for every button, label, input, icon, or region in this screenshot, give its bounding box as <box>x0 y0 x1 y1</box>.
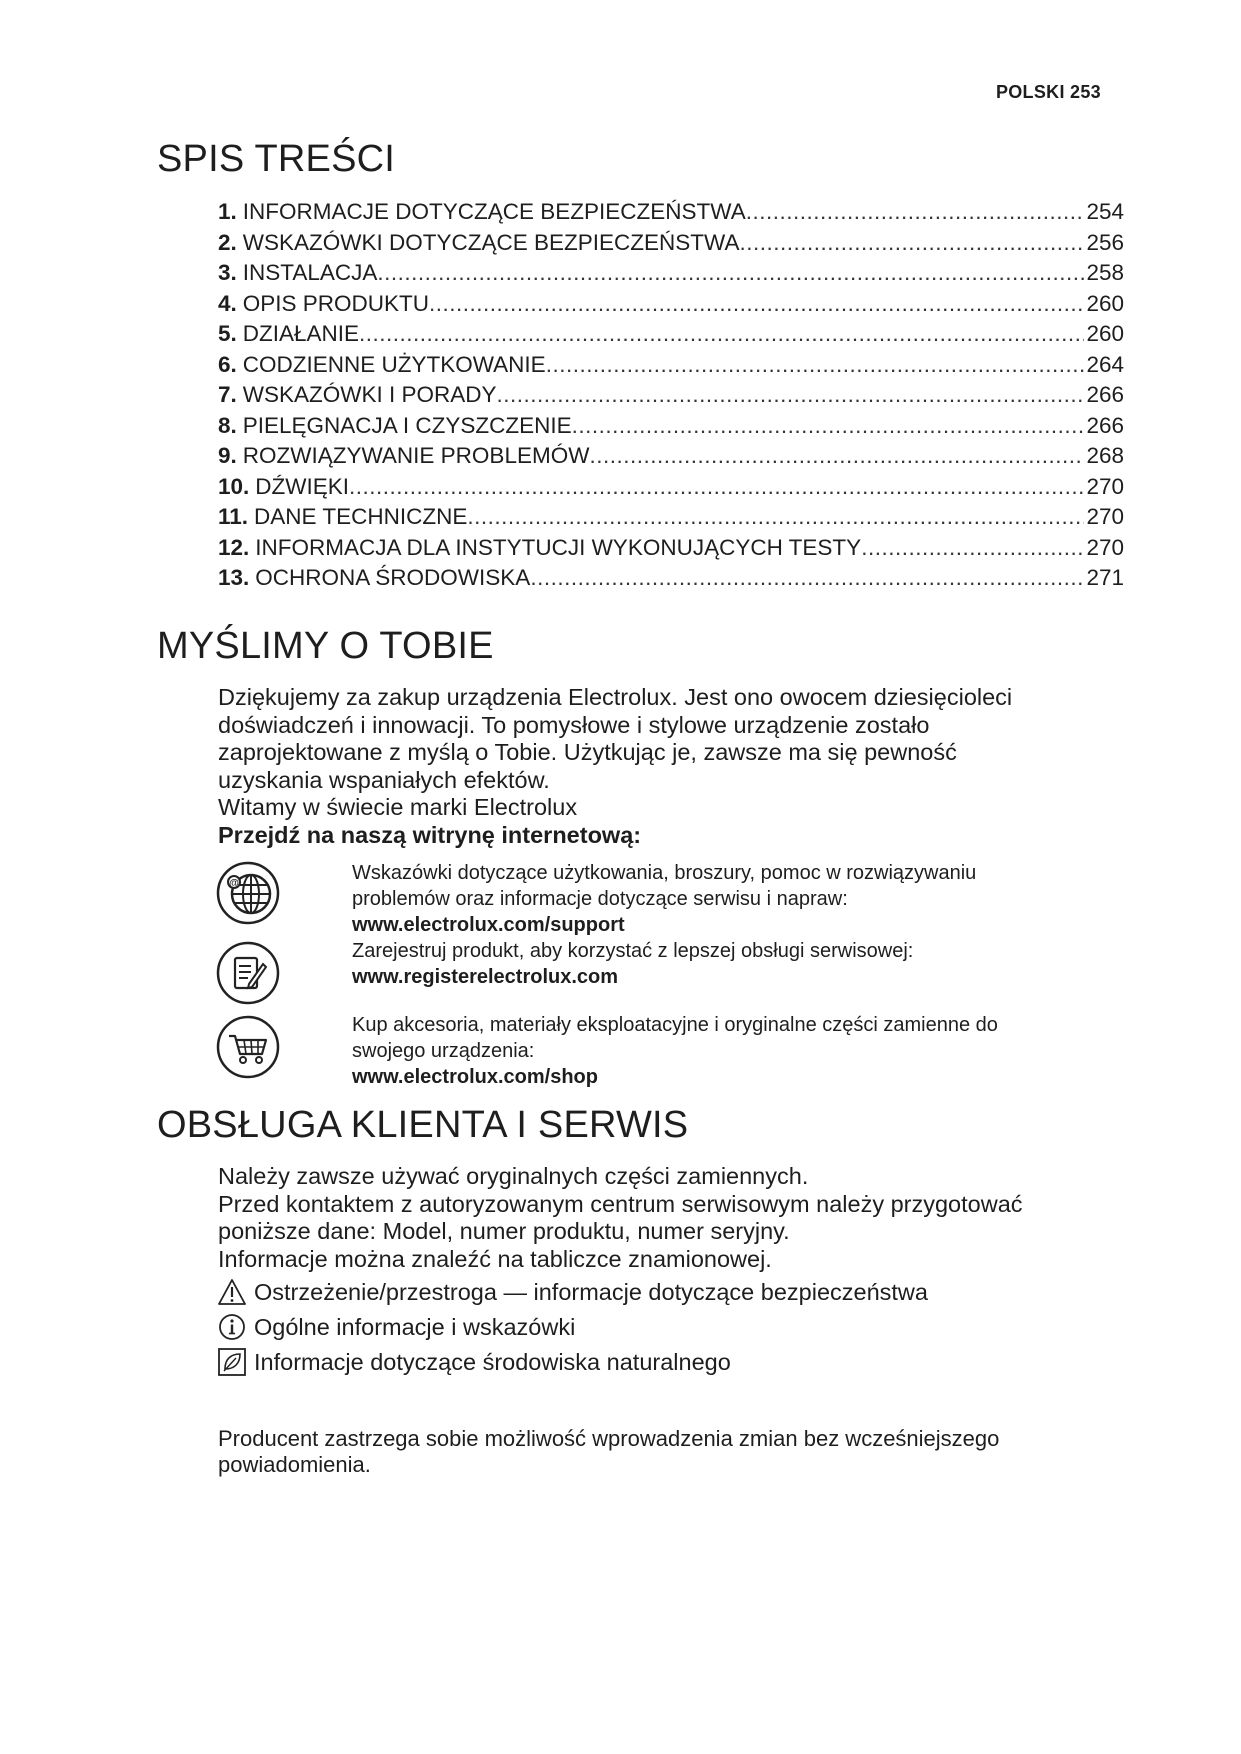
toc-item-title: DŹWIĘKI <box>255 473 350 499</box>
service-line: Informacje można znaleźć na tabliczce znamionowej. <box>218 1245 772 1272</box>
toc-title: SPIS TREŚCI <box>157 138 396 180</box>
toc-item-page: 266 <box>1086 412 1124 438</box>
toc-item-page: 268 <box>1086 443 1124 468</box>
toc-item-page: 264 <box>1086 351 1124 377</box>
toc-item[interactable] <box>218 228 1124 259</box>
toc-leader-dots <box>377 258 1084 289</box>
thinking-line: doświadczeń i innowacji. To pomysłowe i stylowe urządzenie zostało <box>218 711 930 738</box>
thinking-line: Dziękujemy za zakup urządzenia Electrolux. Jest ono owocem dziesięcioleci <box>218 684 1013 710</box>
disclaimer-line: Producent zastrzega sobie możliwość wprowadzenia zmian bez wcześniejszego <box>218 1426 1000 1451</box>
legend-text: Informacje dotyczące środowiska naturalnego <box>254 1348 731 1375</box>
legend-warning <box>218 1276 928 1308</box>
toc-item[interactable] <box>218 472 1124 503</box>
toc-item-title: INSTALACJA <box>242 260 378 285</box>
toc-item-page: 271 <box>1086 565 1124 590</box>
toc-item-title: OPIS PRODUKTU <box>242 290 430 316</box>
table-of-contents <box>218 197 1124 594</box>
toc-item-number: 11. <box>218 504 249 529</box>
toc-leader-dots <box>349 472 1084 503</box>
web-item-line: Kup akcesoria, materiały eksploatacyjne i oryginalne części zamienne do <box>352 1014 998 1036</box>
toc-leader-dots <box>572 411 1085 442</box>
thinking-title: MYŚLIMY O TOBIE <box>157 625 494 667</box>
toc-item[interactable] <box>218 289 1124 320</box>
toc-leader-dots <box>589 441 1084 472</box>
leaf-icon <box>218 1348 246 1376</box>
thinking-line: uzyskania wspaniałych efektów. <box>218 766 550 793</box>
service-line: Przed kontaktem z autoryzowanym centrum serwisowym należy przygotować <box>218 1190 1023 1217</box>
toc-item-number: 8. <box>218 412 237 438</box>
service-paragraph <box>218 1163 1118 1273</box>
toc-leader-dots <box>739 228 1084 259</box>
service-line: Należy zawsze używać oryginalnych części zamiennych. <box>218 1163 809 1189</box>
toc-item-number: 4. <box>218 290 237 316</box>
toc-item-number: 9. <box>218 443 237 468</box>
toc-leader-dots <box>546 350 1085 381</box>
toc-item-page: 260 <box>1086 321 1124 346</box>
toc-item[interactable] <box>218 350 1124 381</box>
toc-item[interactable] <box>218 563 1124 594</box>
toc-item-number: 12. <box>218 534 250 560</box>
toc-item-title: PIELĘGNACJA I CZYSZCZENIE <box>242 412 572 438</box>
disclaimer-line: powiadomienia. <box>218 1452 371 1477</box>
toc-item-title: CODZIENNE UŻYTKOWANIE <box>242 351 546 377</box>
toc-leader-dots <box>497 380 1085 411</box>
legend-environment <box>218 1346 731 1378</box>
thinking-paragraph <box>218 684 1118 849</box>
legend-text: Ostrzeżenie/przestroga — informacje dotyczące bezpieczeństwa <box>254 1278 928 1305</box>
toc-item-title: WSKAZÓWKI DOTYCZĄCE BEZPIECZEŃSTWA <box>242 229 740 255</box>
toc-item-page: 270 <box>1086 534 1124 560</box>
disclaimer <box>218 1426 1118 1478</box>
thinking-line: zaprojektowane z myślą o Tobie. Użytkując je, zawsze ma się pewność <box>218 739 957 765</box>
toc-item-number: 5. <box>218 321 237 346</box>
toc-item-page: 270 <box>1086 504 1124 529</box>
toc-item[interactable] <box>218 258 1124 289</box>
toc-item-number: 10. <box>218 473 250 499</box>
toc-item[interactable] <box>218 197 1124 228</box>
legend-text: Ogólne informacje i wskazówki <box>254 1313 576 1340</box>
toc-item-number: 7. <box>218 382 237 407</box>
toc-item[interactable] <box>218 533 1124 564</box>
toc-item-page: 256 <box>1086 229 1124 255</box>
shopping-cart-icon <box>215 1014 281 1080</box>
web-item-line: problemów oraz informacje dotyczące serwisu i napraw: <box>352 888 848 910</box>
toc-item-title: OCHRONA ŚRODOWISKA <box>255 565 531 590</box>
toc-leader-dots <box>530 563 1084 594</box>
toc-item-title: DANE TECHNICZNE <box>254 504 468 529</box>
shop-link[interactable]: www.electrolux.com/shop <box>352 1066 598 1088</box>
web-item-line: Zarejestruj produkt, aby korzystać z lepszej obsługi serwisowej: <box>352 940 914 962</box>
toc-item-title: INFORMACJE DOTYCZĄCE BEZPIECZEŃSTWA <box>242 199 746 224</box>
toc-item-title: INFORMACJA DLA INSTYTUCJI WYKONUJĄCYCH TESTY <box>255 534 862 560</box>
toc-leader-dots <box>861 533 1084 564</box>
web-item-line: swojego urządzenia: <box>352 1040 535 1062</box>
web-item-text <box>352 938 1112 990</box>
toc-item-number: 1. <box>218 199 237 224</box>
register-link[interactable]: www.registerelectrolux.com <box>352 966 619 988</box>
toc-item-page: 254 <box>1086 199 1124 224</box>
toc-leader-dots <box>467 502 1084 533</box>
toc-item-title: WSKAZÓWKI I PORADY <box>242 382 497 407</box>
toc-leader-dots <box>429 289 1084 320</box>
register-document-icon <box>215 940 281 1006</box>
toc-leader-dots <box>359 319 1084 350</box>
web-item-text <box>352 860 1112 938</box>
toc-item-number: 13. <box>218 565 250 590</box>
legend-info <box>218 1311 575 1343</box>
info-icon <box>218 1313 246 1341</box>
toc-item-page: 258 <box>1086 260 1124 285</box>
thinking-line: Witamy w świecie marki Electrolux <box>218 794 578 820</box>
toc-item[interactable] <box>218 441 1124 472</box>
page-header-language: POLSKI 253 <box>995 82 1101 102</box>
service-line: poniższe dane: Model, numer produktu, numer seryjny. <box>218 1218 790 1244</box>
web-item-text <box>352 1012 1112 1090</box>
globe-icon <box>215 860 281 926</box>
toc-item-title: ROZWIĄZYWANIE PROBLEMÓW <box>242 443 590 468</box>
support-link[interactable]: www.electrolux.com/support <box>352 914 625 936</box>
toc-item-number: 2. <box>218 229 237 255</box>
toc-item-number: 6. <box>218 351 237 377</box>
service-title: OBSŁUGA KLIENTA I SERWIS <box>157 1104 689 1146</box>
toc-item-page: 266 <box>1086 382 1124 407</box>
toc-item-title: DZIAŁANIE <box>242 321 360 346</box>
visit-website-label: Przejdź na naszą witrynę internetową: <box>218 821 642 848</box>
toc-item-number: 3. <box>218 260 237 285</box>
toc-item-page: 270 <box>1086 473 1124 499</box>
svg-text:@: @ <box>229 878 239 889</box>
toc-item-page: 260 <box>1086 290 1124 316</box>
toc-item[interactable] <box>218 380 1124 411</box>
toc-leader-dots <box>746 197 1085 228</box>
toc-item[interactable] <box>218 502 1124 533</box>
toc-item[interactable] <box>218 411 1124 442</box>
toc-item[interactable] <box>218 319 1124 350</box>
web-item-line: Wskazówki dotyczące użytkowania, broszury, pomoc w rozwiązywaniu <box>352 862 977 884</box>
warning-icon <box>218 1278 246 1306</box>
